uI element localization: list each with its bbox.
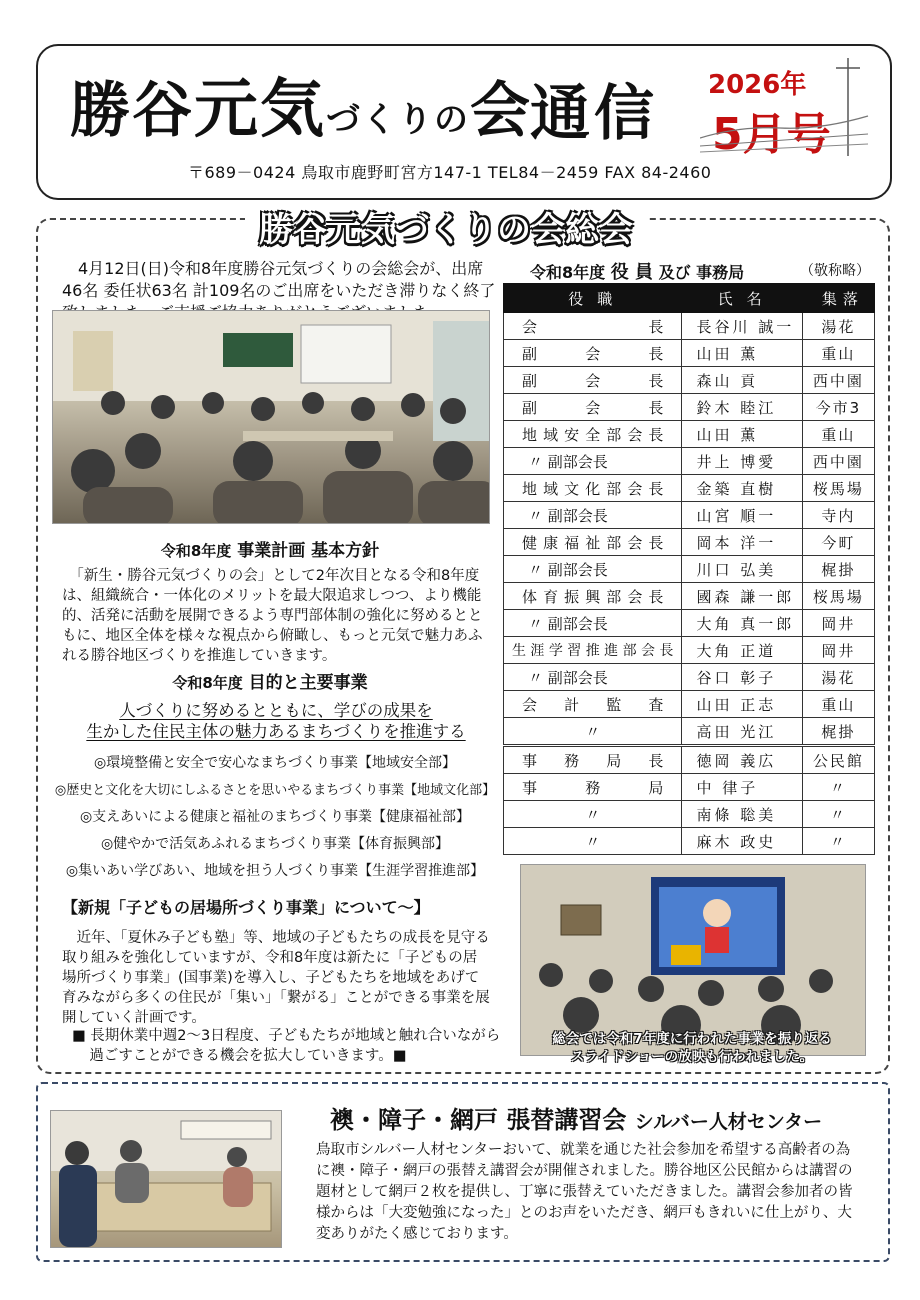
officer-row: [504, 502, 875, 529]
masthead-title-part1: 勝谷: [70, 76, 194, 146]
issue-year: 2026年: [708, 70, 807, 100]
officer-name-cell: 麻木 政史: [682, 828, 802, 855]
masthead-title: [70, 58, 532, 150]
officer-row: [504, 394, 875, 421]
officer-role-cell: 〃 副部会長: [504, 502, 682, 529]
officers-table: [503, 283, 875, 855]
officer-role-cell: 副会長: [504, 367, 682, 394]
officer-row: [504, 664, 875, 691]
officer-area-cell: 今市3: [802, 394, 874, 421]
officer-role-cell: 〃: [504, 718, 682, 746]
goal-item: ◎健やかで活気あふれるまちづくり事業【体育振興部】: [100, 836, 450, 852]
officer-row: [504, 367, 875, 394]
goals-heading-prefix: 令和8年度: [172, 674, 243, 692]
officer-row: [504, 529, 875, 556]
officer-row: [504, 801, 875, 828]
officer-name-cell: 井上 博愛: [682, 448, 802, 475]
masthead-title-part2: 元気: [194, 72, 326, 147]
officer-area-cell: 西中園: [802, 367, 874, 394]
workshop-body: 鳥取市シルバー人材センターおいて、就業を通じた社会参加を希望する高齢者の為に襖・障子・網戸の張替え講習会が開催されました。勝谷地区公民館からは講習の題材として網戸２枚を提供し、丁寧に張替えていただきました。講習会参加者の皆様からは「大変勉強になった」とのお声をいただき、網戸もきれいに仕上がり、大変ありがたく感じております。: [316, 1142, 853, 1242]
officer-name-cell: 岡本 洋一: [682, 529, 802, 556]
caption-line2: スライドショーの放映も行われました。: [570, 1049, 814, 1065]
masthead-title-part3: づくりの: [326, 100, 470, 140]
goals-motto: [58, 700, 494, 742]
officer-area-cell: 西中園: [802, 448, 874, 475]
officer-row: [504, 475, 875, 502]
general-meeting-photo: [52, 310, 490, 524]
officer-role-cell: 地域文化部会長: [504, 475, 682, 502]
officer-role-cell: 副会長: [504, 394, 682, 421]
officer-row: [504, 313, 875, 340]
business-plan-heading-text: 事業計画 基本方針: [237, 541, 380, 561]
officer-role-cell: 〃 副部会長: [504, 664, 682, 691]
officer-area-cell: 梶掛: [802, 556, 874, 583]
officer-name-cell: 大角 真一郎: [682, 610, 802, 637]
officer-role-cell: 会長: [504, 313, 682, 340]
officer-row: [504, 448, 875, 475]
new-project-body: 近年、「夏休み子ども塾」等、地域の子どもたちの成長を見守る取り組みを強化していますが、令和8年度は新たに「子どもの居場所づくり事業」(国事業)を導入し、子どもたちを地域をあげて育みながら多くの住民が「集い」「繋がる」ことができる事業を展開していく計画です。: [62, 930, 490, 1026]
officer-area-cell: 重山: [802, 340, 874, 367]
officer-area-cell: 今町: [802, 529, 874, 556]
officer-row: [504, 746, 875, 774]
officer-area-cell: 岡井: [802, 610, 874, 637]
officer-name-cell: 南條 聡美: [682, 801, 802, 828]
officer-role-cell: 〃 副部会長: [504, 556, 682, 583]
slideshow-photo-caption: [520, 1030, 864, 1066]
officer-role-cell: 生涯学習推進部会長: [504, 637, 682, 664]
officer-role-cell: 〃 副部会長: [504, 448, 682, 475]
goals-heading: [52, 668, 488, 693]
officer-area-cell: 桜馬場: [802, 475, 874, 502]
officer-name-cell: 國森 謙一郎: [682, 583, 802, 610]
slideshow-photo: [520, 864, 866, 1056]
officer-row: [504, 556, 875, 583]
new-project-heading: 【新規「子どもの居場所づくり事業」について～】: [62, 898, 430, 917]
officers-heading-main: 役 員: [610, 262, 653, 283]
general-meeting-intro: 4月12日(日)令和8年度勝谷元気づくりの会総会が、出席46名 委任状63名 計109名のご出席をいただき滞りなく終了: [62, 259, 496, 300]
officer-area-cell: 重山: [802, 691, 874, 718]
main-article-title: 勝谷元気づくりの会総会: [245, 200, 647, 253]
officer-area-cell: 〃: [802, 828, 874, 855]
business-plan-body: 「新生・勝谷元気づくりの会」として2年次目となる令和8年度は、組織統合・一体化のメリットを最大限追求しつつ、より機能的、活発に活動を展開できるよう専門部体制の強化に努めるとともに、地区全体を様々な視点から俯瞰し、もっと元気で魅力あふれる勝谷地区づくりを推進していきます。: [62, 568, 483, 664]
goal-item: ◎支えあいによる健康と福祉のまちづくり事業【健康福祉部】: [79, 809, 471, 825]
officer-area-cell: 公民館: [802, 746, 874, 774]
officer-role-cell: 〃 副部会長: [504, 610, 682, 637]
officer-name-cell: 山田 正志: [682, 691, 802, 718]
officer-role-cell: 事務局: [504, 774, 682, 801]
goals-heading-text: 目的と主要事業: [248, 673, 368, 693]
officer-role-cell: 体育振興部会長: [504, 583, 682, 610]
officer-name-cell: 谷口 彰子: [682, 664, 802, 691]
officer-area-cell: 寺内: [802, 502, 874, 529]
officer-name-cell: 大角 正道: [682, 637, 802, 664]
goals-list: [52, 750, 498, 885]
column-header-area: 集落: [802, 284, 874, 313]
officer-name-cell: 川口 弘美: [682, 556, 802, 583]
column-header-role: 役職: [504, 284, 682, 313]
new-project-note: ■ 長期休業中週2～3日程度、子どもたちが地域と触れ合いながら過ごすことができる機会を拡大していきます。■: [72, 1028, 501, 1064]
officers-heading-suffix: 事務局: [696, 263, 745, 282]
caption-line1: 総会では令和7年度に行われた事業を振り返る: [552, 1031, 832, 1047]
officer-area-cell: 〃: [802, 774, 874, 801]
masthead-landscape-sketch: [700, 56, 870, 166]
officers-heading-prefix: 令和8年度: [530, 263, 606, 282]
officer-row: [504, 691, 875, 718]
workshop-title: [330, 1100, 822, 1135]
officer-role-cell: 事務局長: [504, 746, 682, 774]
officer-role-cell: 健康福祉部会長: [504, 529, 682, 556]
officer-area-cell: 〃: [802, 801, 874, 828]
officer-name-cell: 森山 貢: [682, 367, 802, 394]
officer-name-cell: 徳岡 義広: [682, 746, 802, 774]
officer-row: [504, 610, 875, 637]
column-header-name: 氏名: [682, 284, 802, 313]
officer-role-cell: 会計監査: [504, 691, 682, 718]
masthead-address: 〒689－0424 鳥取市鹿野町宮方147-1 TEL84－2459 FAX 84-2460: [188, 163, 712, 182]
officer-area-cell: 重山: [802, 421, 874, 448]
slideshow-photo-illustration: [521, 865, 865, 1055]
workshop-photo: [50, 1110, 282, 1248]
officer-role-cell: 地域安全部会長: [504, 421, 682, 448]
workshop-photo-illustration: [51, 1111, 281, 1247]
officer-name-cell: 金築 直樹: [682, 475, 802, 502]
business-plan-heading-prefix: 令和8年度: [160, 542, 232, 560]
officer-row: [504, 340, 875, 367]
officer-row: [504, 774, 875, 801]
goals-motto-line1: 人づくりに努めるとともに、学びの成果を: [119, 701, 433, 720]
officer-area-cell: 湯花: [802, 664, 874, 691]
officer-name-cell: 山田 薫: [682, 340, 802, 367]
masthead-tsushin: 通信: [530, 79, 658, 149]
masthead-title-part4: 会: [470, 76, 532, 146]
officer-name-cell: 中 律子: [682, 774, 802, 801]
officers-table-header: [504, 284, 875, 313]
officer-role-cell: 副会長: [504, 340, 682, 367]
officer-area-cell: 岡井: [802, 637, 874, 664]
goal-item: ◎集いあい学びあい、地域を担う人づくり事業【生涯学習推進部】: [65, 863, 485, 879]
officers-heading: [530, 258, 744, 284]
officer-name-cell: 長谷川 誠一: [682, 313, 802, 340]
workshop-title-text: 襖・障子・網戸 張替講習会: [330, 1106, 627, 1134]
officers-heading-mid: 及び: [658, 263, 691, 282]
officer-row: [504, 637, 875, 664]
officer-role-cell: 〃: [504, 828, 682, 855]
officer-role-cell: 〃: [504, 801, 682, 828]
issue-month: 5月号: [712, 109, 831, 160]
meeting-photo-illustration: [53, 311, 489, 523]
officer-area-cell: 桜馬場: [802, 583, 874, 610]
officer-name-cell: 山田 薫: [682, 421, 802, 448]
officer-name-cell: 高田 光江: [682, 718, 802, 746]
honorifics-note: （敬称略）: [800, 263, 870, 279]
officer-area-cell: 湯花: [802, 313, 874, 340]
goal-item: ◎環境整備と安全で安心なまちづくり事業【地域安全部】: [93, 755, 457, 771]
officer-name-cell: 山宮 順一: [682, 502, 802, 529]
officer-row: [504, 583, 875, 610]
officer-row: [504, 421, 875, 448]
officer-row: [504, 828, 875, 855]
officer-row: [504, 718, 875, 746]
goal-item: ◎歴史と文化を大切にしふるさとを思いやるまちづくり事業【地域文化部】: [54, 783, 496, 798]
goals-motto-line2: 生かした住民主体の魅力あるまちづくりを推進する: [86, 722, 466, 741]
business-plan-heading: [52, 536, 488, 561]
officer-name-cell: 鈴木 睦江: [682, 394, 802, 421]
workshop-organizer: シルバー人材センター: [634, 1111, 823, 1133]
officer-area-cell: 梶掛: [802, 718, 874, 746]
